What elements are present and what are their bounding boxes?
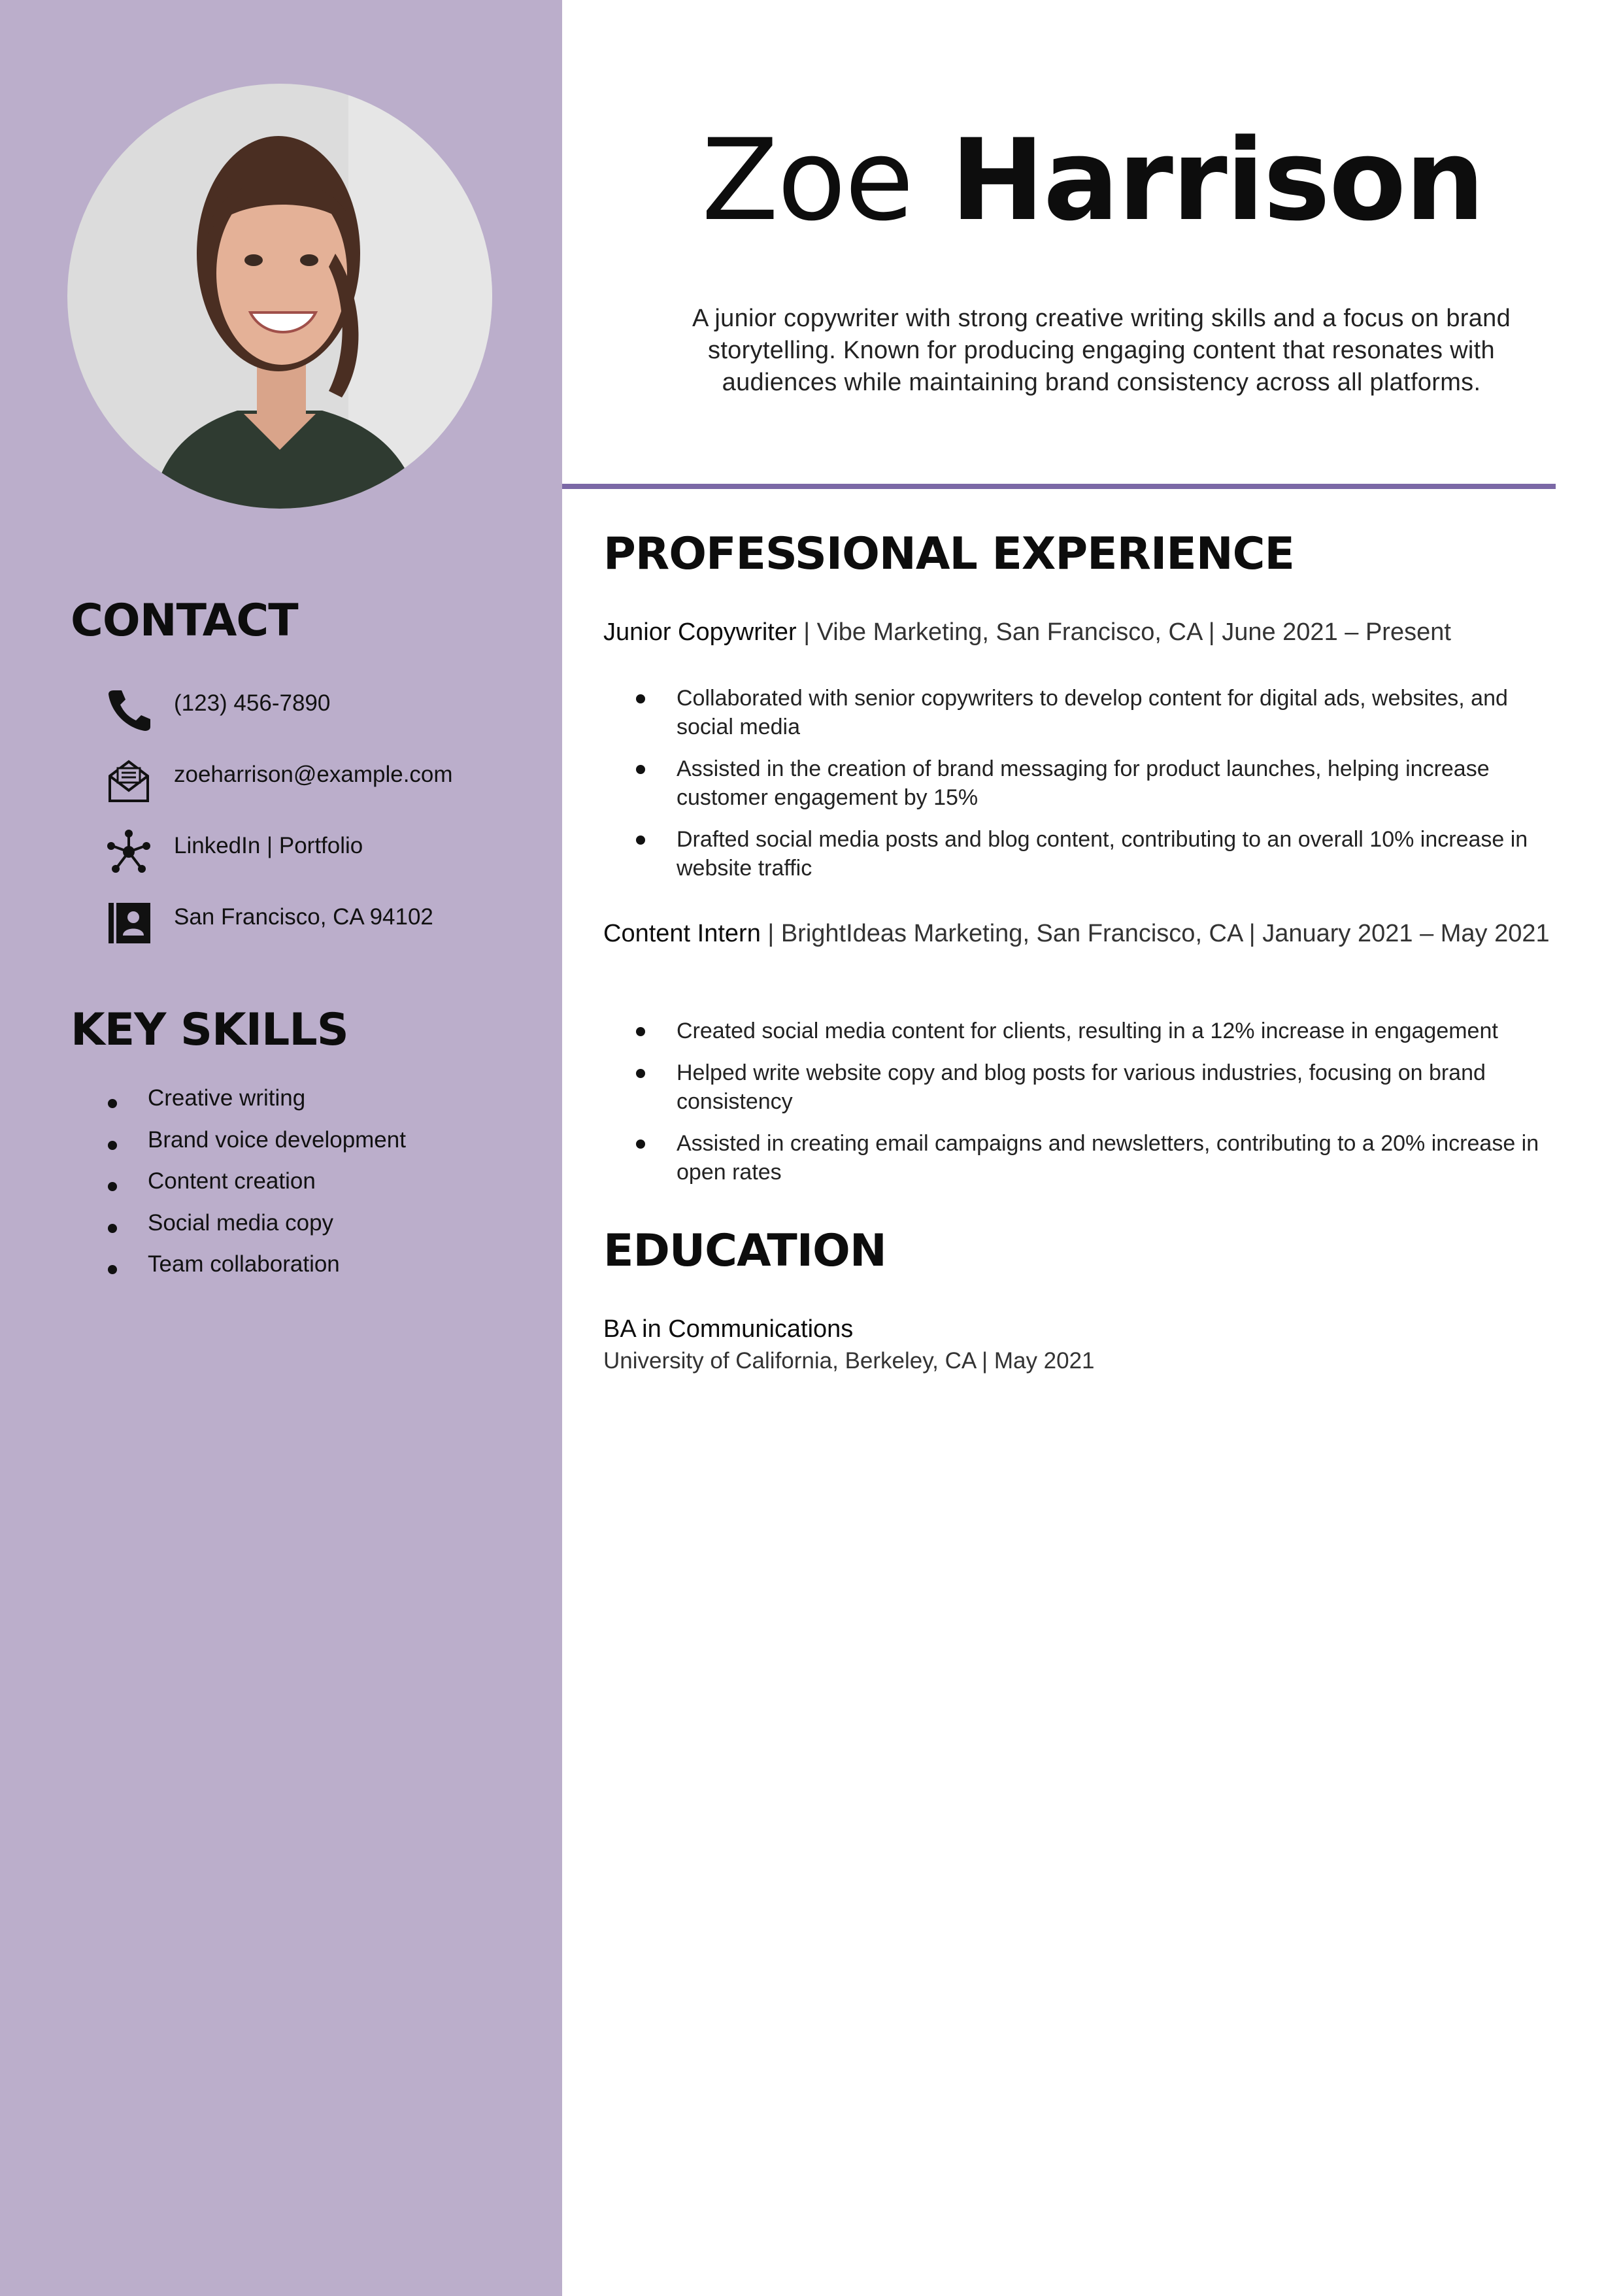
bullet-dot <box>108 1265 117 1274</box>
list-item: Assisted in creating email campaigns and newsletters, contributing to a 20% increase in open rates <box>603 1129 1545 1187</box>
candidate-name <box>562 114 1623 246</box>
contact-email-text[interactable]: zoeharrison@example.com <box>174 762 453 787</box>
network-icon <box>105 828 153 876</box>
experience-heading: PROFESSIONAL EXPERIENCE <box>603 528 1294 580</box>
list-item: Assisted in the creation of brand messaging for product launches, helping increase customer engagement by 15% <box>603 754 1545 812</box>
list-item: Helped write website copy and blog posts for various industries, focusing on brand consistency <box>603 1058 1545 1116</box>
first-name: Zoe <box>701 114 913 246</box>
job-role: Content Intern <box>603 920 761 947</box>
profile-photo <box>67 84 492 509</box>
job-details: | Vibe Marketing, San Francisco, CA | June 2021 – Present <box>796 618 1451 646</box>
bullet-dot <box>636 765 645 774</box>
job-role: Junior Copywriter <box>603 618 797 646</box>
envelope-icon <box>105 756 153 805</box>
job-bullets <box>603 1017 1545 1200</box>
contact-phone-text[interactable]: (123) 456-7890 <box>174 690 331 716</box>
job-details: | BrightIdeas Marketing, San Francisco, CA | January 2021 – May 2021 <box>760 920 1550 947</box>
bullet-dot <box>636 836 645 845</box>
section-divider <box>562 484 1556 489</box>
list-item: Created social media content for clients, resulting in a 12% increase in engagement <box>603 1017 1545 1045</box>
contact-links-text[interactable]: LinkedIn | Portfolio <box>174 833 363 858</box>
bullet-dot <box>108 1182 117 1191</box>
job-title <box>603 616 1551 649</box>
profile-summary: A junior copywriter with strong creative writing skills and a focus on brand storytelling. Known for producing engaging content that resonates with audiences while maintaining brand consistency across all platforms. <box>692 305 1511 396</box>
bullet-dot <box>636 694 645 703</box>
contact-heading: CONTACT <box>71 595 298 647</box>
education-school: University of California, Berkeley, CA | May 2021 <box>603 1348 1095 1374</box>
address-book-icon <box>105 899 153 947</box>
phone-icon <box>105 685 153 734</box>
bullet-dot <box>108 1141 117 1150</box>
list-item: Drafted social media posts and blog content, contributing to an overall 10% increase in website traffic <box>603 825 1545 883</box>
last-name: Harrison <box>950 114 1484 246</box>
bullet-dot <box>108 1099 117 1108</box>
education-heading: EDUCATION <box>603 1225 886 1277</box>
skills-heading: KEY SKILLS <box>71 1004 348 1056</box>
list-item: Collaborated with senior copywriters to develop content for digital ads, websites, and social media <box>603 684 1545 741</box>
bullet-dot <box>636 1069 645 1078</box>
contact-address-text: San Francisco, CA 94102 <box>174 904 433 930</box>
bullet-dot <box>636 1140 645 1149</box>
education-degree: BA in Communications <box>603 1315 854 1343</box>
bullet-dot <box>108 1224 117 1233</box>
bullet-dot <box>636 1027 645 1036</box>
job-bullets <box>603 684 1545 896</box>
job-title <box>603 917 1551 950</box>
